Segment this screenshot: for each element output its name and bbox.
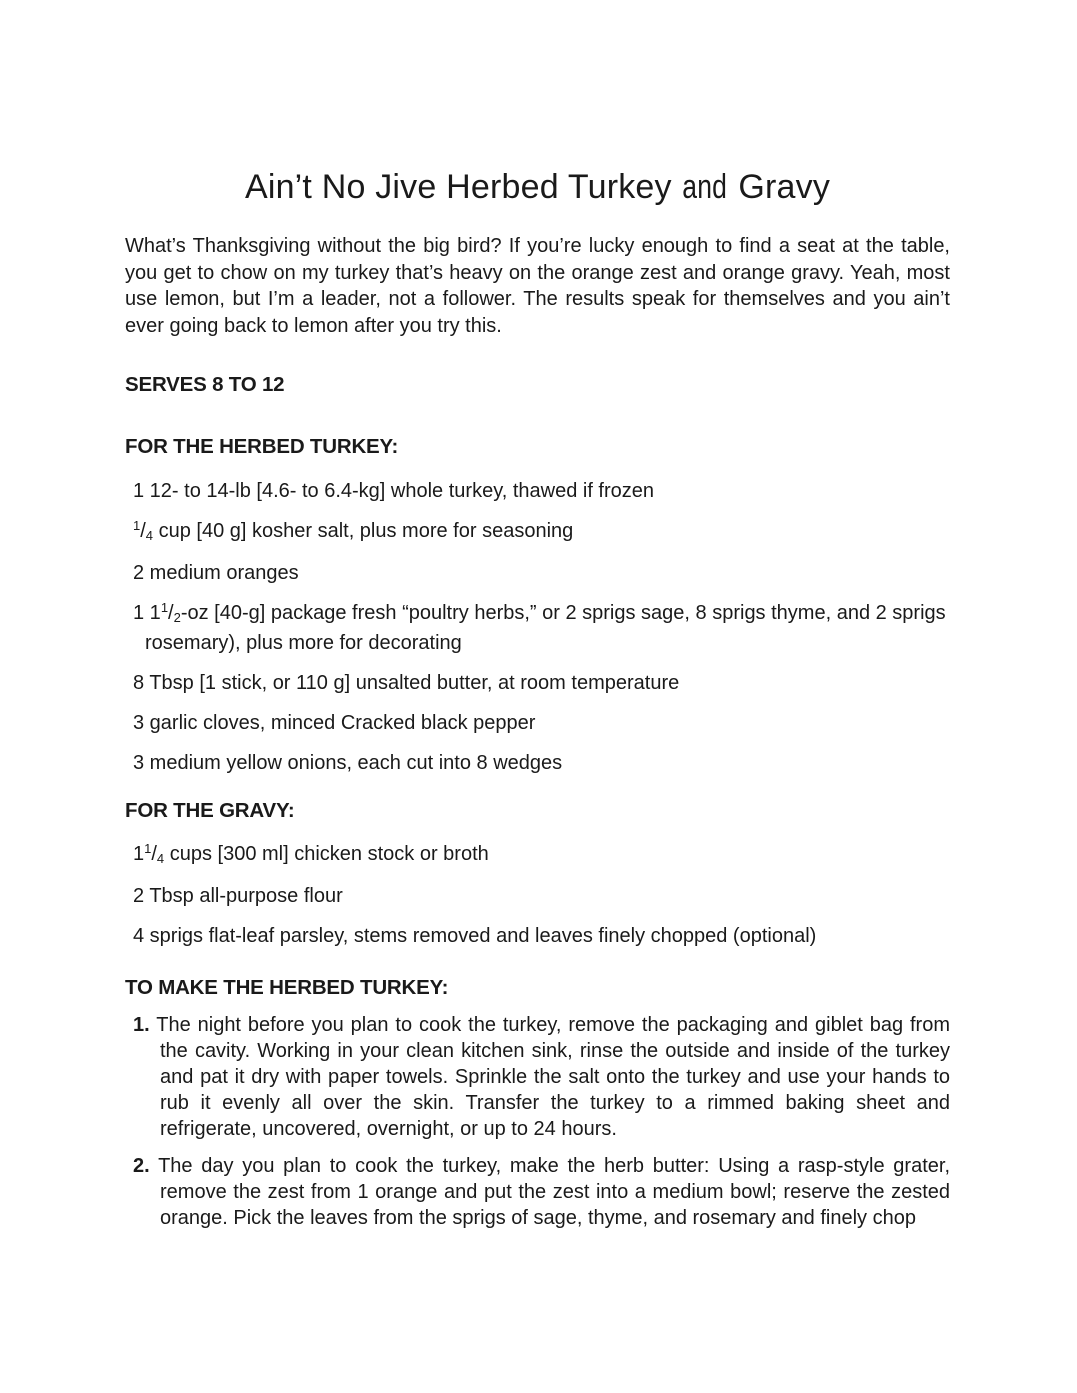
ingredient-chicken-stock bbox=[133, 840, 950, 870]
ingredient-oranges bbox=[133, 559, 950, 587]
gravy-ingredients-heading: FOR THE GRAVY: bbox=[125, 799, 295, 822]
ingredient-lead: 1 1 bbox=[133, 602, 161, 624]
fraction-slash: / bbox=[140, 520, 146, 542]
step-number: 2. bbox=[133, 1155, 150, 1177]
recipe-title-part1: Ain’t No Jive Herbed Turkey bbox=[244, 168, 682, 206]
fraction-slash: / bbox=[151, 843, 157, 865]
fraction-numerator: 1 bbox=[160, 600, 169, 615]
turkey-ingredients-heading: FOR THE HERBED TURKEY: bbox=[125, 435, 399, 458]
fraction-numerator: 1 bbox=[133, 518, 141, 533]
ingredient-text: 8 Tbsp [1 stick, or 110 g] unsalted butter, at room temperature bbox=[133, 672, 680, 694]
ingredient-garlic-pepper bbox=[133, 709, 950, 737]
fraction-numerator: 1 bbox=[144, 841, 152, 856]
ingredient-kosher-salt bbox=[133, 517, 950, 547]
step-text: The night before you plan to cook the turkey, remove the packaging and giblet bag from the cavity. Working in your clean kitchen sink, rinse the outside and inside of the turkey and pat it dry with paper towels. Sprinkle the salt onto the turkey and use your hands to rub it evenly all over the skin. Transfer the turkey to a rimmed baking sheet and refrigerate, uncovered, overnight, or up to 24 hours. bbox=[156, 1014, 951, 1140]
ingredient-text: 3 garlic cloves, minced Cracked black pepper bbox=[133, 712, 536, 734]
fraction-slash: / bbox=[168, 602, 174, 624]
ingredient-text: cups [300 ml] chicken stock or broth bbox=[164, 843, 489, 865]
gravy-ingredient-list bbox=[125, 840, 950, 950]
ingredient-text: 4 sprigs flat-leaf parsley, stems removed and leaves finely chopped (optional) bbox=[133, 925, 817, 947]
fraction-denominator: 2 bbox=[173, 610, 181, 625]
method-step-list bbox=[125, 1012, 950, 1231]
step-number: 1. bbox=[133, 1014, 150, 1036]
fraction-denominator: 4 bbox=[145, 528, 154, 543]
ingredient-text: 2 medium oranges bbox=[133, 562, 299, 584]
ingredient-text: cup [40 g] kosher salt, plus more for seasoning bbox=[153, 520, 574, 542]
ingredient-butter bbox=[133, 669, 950, 697]
ingredient-onions bbox=[133, 749, 950, 777]
turkey-ingredient-list bbox=[125, 477, 950, 777]
ingredient-flour bbox=[133, 882, 950, 910]
step-2 bbox=[133, 1153, 950, 1231]
intro-paragraph: What’s Thanksgiving without the big bird? If you’re lucky enough to find a seat at the table, you get to chow on my turkey that’s heavy on the orange zest and orange gravy. Yeah, most use lemon, but I’m a leader, not a follower. The results speak for themselves and you ain’t ever going back to lemon after you try this. bbox=[125, 235, 950, 337]
ingredient-text: 1 12- to 14-lb [4.6- to 6.4-kg] whole turkey, thawed if frozen bbox=[133, 480, 655, 502]
ingredient-text: 3 medium yellow onions, each cut into 8 wedges bbox=[133, 752, 563, 774]
serves-heading: SERVES 8 TO 12 bbox=[125, 373, 285, 396]
ingredient-text: 2 Tbsp all-purpose flour bbox=[133, 885, 343, 907]
fraction-denominator: 4 bbox=[156, 851, 165, 866]
ingredient-text: -oz [40-g] package fresh “poultry herbs,” or 2 sprigs sage, 8 sprigs thyme, and 2 sprigs rosemary), plus more for decorating bbox=[145, 602, 946, 654]
step-text: The day you plan to cook the turkey, make the herb butter: Using a rasp-style grater, remove the zest from 1 orange and put the zest into a medium bowl; reserve the zested orange. Pick the leaves from the sprigs of sage, thyme, and rosemary and finely chop bbox=[158, 1155, 951, 1229]
recipe-title-part2: Gravy bbox=[728, 168, 831, 206]
recipe-title-and: and bbox=[682, 168, 728, 206]
ingredient-lead: 1 bbox=[133, 843, 145, 865]
ingredient-parsley bbox=[133, 922, 950, 950]
step-1 bbox=[133, 1012, 950, 1142]
method-heading: TO MAKE THE HERBED TURKEY: bbox=[125, 976, 449, 999]
ingredient-poultry-herbs bbox=[133, 599, 950, 657]
recipe-title bbox=[125, 0, 950, 207]
ingredient-whole-turkey bbox=[133, 477, 950, 505]
